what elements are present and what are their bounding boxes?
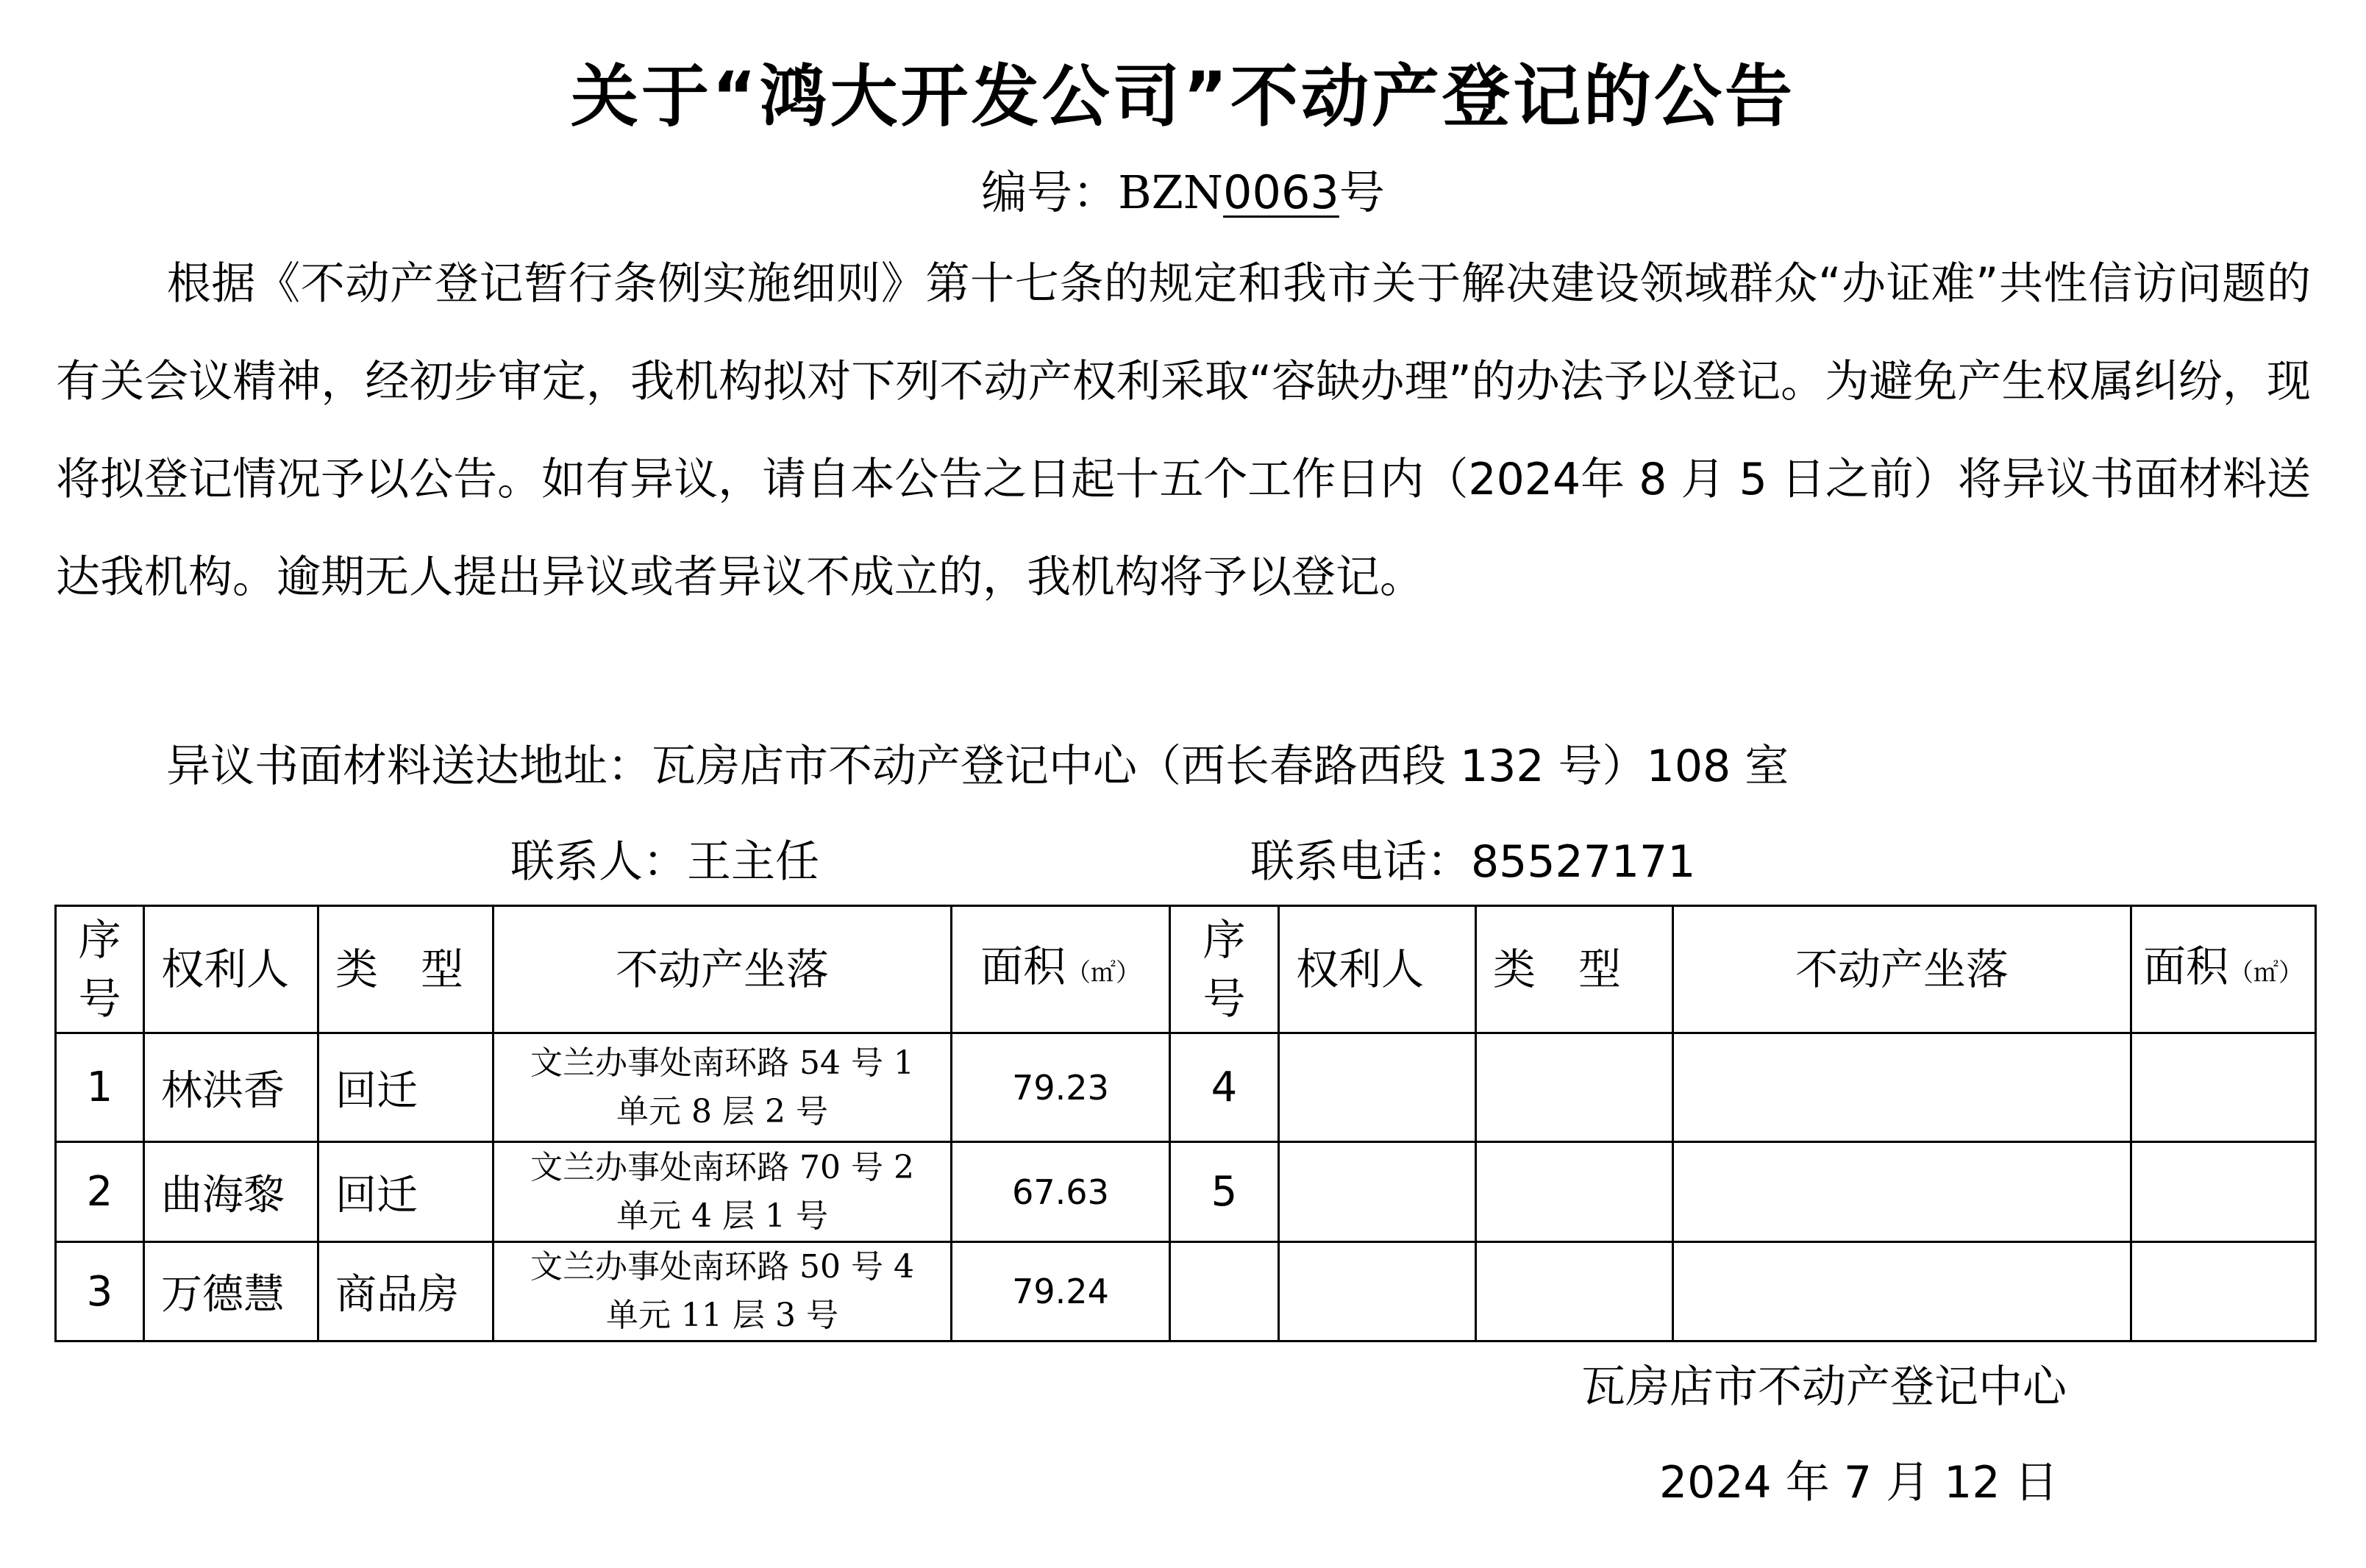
cell-location-right xyxy=(1673,1033,2131,1142)
header-owner: 权利人 xyxy=(144,906,318,1033)
cell-owner-right xyxy=(1279,1242,1476,1341)
signature-organization: 瓦房店市不动产登记中心 xyxy=(1581,1361,2067,1413)
header-seq: 序 号 xyxy=(56,906,144,1033)
cell-owner: 万德慧 xyxy=(144,1242,318,1341)
cell-seq-right: 5 xyxy=(1170,1142,1279,1242)
doc-number-code: BZN xyxy=(1118,165,1224,219)
table-row xyxy=(56,1242,2316,1341)
header-type-right: 类 型 xyxy=(1476,906,1673,1033)
header-area-right: 面积（㎡） xyxy=(2131,906,2316,1033)
header-location: 不动产坐落 xyxy=(493,906,952,1033)
objection-address: 异议书面材料送达地址：瓦房店市不动产登记中心（西长春路西段 132 号）108 室 xyxy=(166,741,1789,792)
signature-date: 2024 年 7 月 12 日 xyxy=(1659,1457,2059,1508)
header-seq-right: 序 号 xyxy=(1170,906,1279,1033)
header-owner-right: 权利人 xyxy=(1279,906,1476,1033)
notice-body-text: 根据《不动产登记暂行条例实施细则》第十七条的规定和我市关于解决建设领域群众“办证难”共性信访问题的有关会议精神，经初步审定，我机构拟对下列不动产权利采取“容缺办理”的办法予以登记。为避免产生权属纠纷，现将拟登记情况予以公告。如有异议，请自本公告之日起十五个工作日内（2024年 8 月 5 日之前）将异议书面材料送达我机构。逾期无人提出异议或者异议不成立的，我机构将予以登记。 xyxy=(56,258,2311,603)
cell-area: 67.63 xyxy=(952,1142,1170,1242)
cell-area: 79.23 xyxy=(952,1033,1170,1142)
cell-owner-right xyxy=(1279,1142,1476,1242)
header-type: 类 型 xyxy=(318,906,493,1033)
cell-area: 79.24 xyxy=(952,1242,1170,1341)
cell-location-right xyxy=(1673,1242,2131,1341)
cell-seq: 3 xyxy=(56,1242,144,1341)
cell-owner: 林洪香 xyxy=(144,1033,318,1142)
notice-body xyxy=(56,235,2311,627)
cell-owner: 曲海黎 xyxy=(144,1142,318,1242)
doc-number-suffix: 号 xyxy=(1339,165,1385,219)
header-location-right: 不动产坐落 xyxy=(1673,906,2131,1033)
cell-owner-right xyxy=(1279,1033,1476,1142)
cell-location: 文兰办事处南环路 50 号 4 单元 11 层 3 号 xyxy=(493,1242,952,1341)
contact-person: 联系人：王主任 xyxy=(510,836,819,888)
cell-area-right xyxy=(2131,1242,2316,1341)
cell-seq-right: 4 xyxy=(1170,1033,1279,1142)
cell-location-right xyxy=(1673,1142,2131,1242)
cell-type-right xyxy=(1476,1142,1673,1242)
cell-type-right xyxy=(1476,1242,1673,1341)
cell-seq-right xyxy=(1170,1242,1279,1341)
table-row xyxy=(56,1142,2316,1242)
cell-location: 文兰办事处南环路 54 号 1 单元 8 层 2 号 xyxy=(493,1033,952,1142)
cell-type: 回迁 xyxy=(318,1142,493,1242)
cell-type: 商品房 xyxy=(318,1242,493,1341)
table-header-row xyxy=(56,906,2316,1033)
cell-seq: 1 xyxy=(56,1033,144,1142)
cell-area-right xyxy=(2131,1033,2316,1142)
cell-seq: 2 xyxy=(56,1142,144,1242)
cell-location: 文兰办事处南环路 70 号 2 单元 4 层 1 号 xyxy=(493,1142,952,1242)
registration-table xyxy=(54,905,2317,1342)
notice-title: 关于“鸿大开发公司”不动产登记的公告 xyxy=(571,57,1795,136)
table-row xyxy=(56,1033,2316,1142)
header-area: 面积（㎡） xyxy=(952,906,1170,1033)
cell-type-right xyxy=(1476,1033,1673,1142)
doc-number-value: 0063 xyxy=(1223,165,1339,219)
cell-area-right xyxy=(2131,1142,2316,1242)
contact-phone: 联系电话：85527171 xyxy=(1250,836,1696,888)
cell-type: 回迁 xyxy=(318,1033,493,1142)
doc-number-prefix: 编号： xyxy=(981,165,1119,219)
document-number xyxy=(0,156,2366,221)
